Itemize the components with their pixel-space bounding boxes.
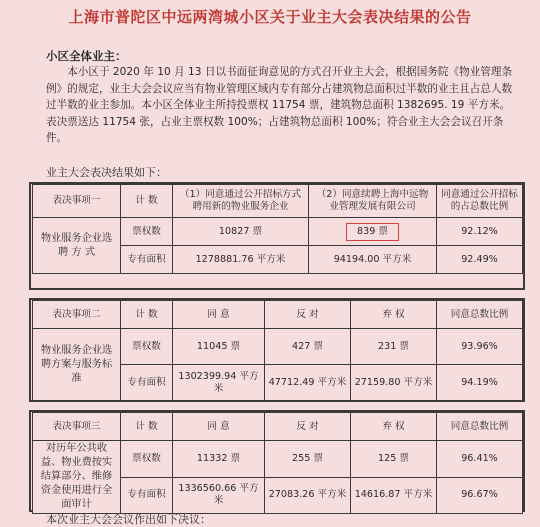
- table1-row2-ratio: 92.49%: [437, 246, 523, 274]
- table2-row1-abstain: 231 票: [351, 329, 437, 365]
- table3-row1-label: 票权数: [121, 441, 173, 478]
- table3-row1-abstain: 125 票: [351, 441, 437, 478]
- table2-row1-agree: 11045 票: [173, 329, 265, 365]
- table3-row1-agree: 11332 票: [173, 441, 265, 478]
- salutation: 小区全体业主：: [46, 49, 127, 63]
- table1-row1-b-cell: [309, 218, 437, 246]
- table3-header-row: [33, 413, 523, 441]
- table1-col-a: （1）同意通过公开招标方式聘用新的物业服务企业: [173, 185, 309, 218]
- table1-row1-ratio: 92.12%: [437, 218, 523, 246]
- table1-col-ratio: 同意通过公开招标的占总数比例: [437, 185, 523, 218]
- table2-item-name: 物业服务企业选聘方案与服务标准: [33, 329, 121, 401]
- vote-table-3: [32, 412, 523, 514]
- table2-row1-oppose: 427 票: [265, 329, 351, 365]
- notice-paragraph: 本小区于 2020 年 10 月 13 日以书面征询意见的方式召开业主大会，根据国务院《物业管理条例》的规定，业主大会会议应当有物业管理区域内专有部分占建筑物总面积过半数的业主且占总人数过半数的业主参加。本小区全体业主所持投票权 11754 票，建筑物总面积 1382695. 19 平方米。表决票送达 11754 张，占业主票权数 100%；占建筑物总面积 100%；符合业主大会会议召开条件。: [46, 66, 513, 144]
- notice-title: 上海市普陀区中远两湾城小区关于业主大会表决结果的公告: [68, 8, 472, 26]
- table1-item-name: 物业服务企业选 聘 方 式: [33, 218, 121, 274]
- table3-count-label: 计 数: [121, 413, 173, 441]
- table1-header-row: [33, 185, 523, 218]
- table2-row2-label: 专有面积: [121, 365, 173, 401]
- table2-count-label: 计 数: [121, 301, 173, 329]
- table1-row1-label: 票权数: [121, 218, 173, 246]
- table3-row2-ratio: 96.67%: [437, 477, 523, 514]
- table-row: [33, 329, 523, 365]
- table-row: [33, 441, 523, 478]
- table1-row2-b: 94194.00 平方米: [309, 246, 437, 274]
- table1-col-b: （2）同意续聘上海中远物业管理发展有限公司: [309, 185, 437, 218]
- table3-row2-abstain: 14616.87 平方米: [351, 477, 437, 514]
- table2-row1-ratio: 93.96%: [437, 329, 523, 365]
- table2-item-label: 表决事项二: [33, 301, 121, 329]
- table2-header-row: [33, 301, 523, 329]
- table3-row1-oppose: 255 票: [265, 441, 351, 478]
- table3-row2-agree: 1336560.66 平方米: [173, 477, 265, 514]
- table1-row1-a: 10827 票: [173, 218, 309, 246]
- table2-abstain-label: 弃 权: [351, 301, 437, 329]
- summary-lead: 业主大会表决结果如下：: [46, 166, 167, 179]
- table2-ratio-label: 同意总数比例: [437, 301, 523, 329]
- table3-agree-label: 同 意: [173, 413, 265, 441]
- table3-item-name: 对历年公共收益、物业费按实结算部分、维修资金使用进行全面审计: [33, 441, 121, 514]
- table3-row2-label: 专有面积: [121, 477, 173, 514]
- vote-table-1: [32, 184, 523, 274]
- footer-line: 本次业主大会会议作出如下决议：: [46, 513, 211, 526]
- table2-row1-label: 票权数: [121, 329, 173, 365]
- table1-row2-a: 1278881.76 平方米: [173, 246, 309, 274]
- table1-row1-b: 839 票: [346, 223, 399, 241]
- table1-item-label: 表决事项一: [33, 185, 121, 218]
- table3-item-label: 表决事项三: [33, 413, 121, 441]
- table2-oppose-label: 反 对: [265, 301, 351, 329]
- table1-count-label: 计 数: [121, 185, 173, 218]
- table3-oppose-label: 反 对: [265, 413, 351, 441]
- table3-abstain-label: 弃 权: [351, 413, 437, 441]
- table-row: [33, 218, 523, 246]
- table2-row2-oppose: 47712.49 平方米: [265, 365, 351, 401]
- table2-row2-agree: 1302399.94 平方米: [173, 365, 265, 401]
- table2-agree-label: 同 意: [173, 301, 265, 329]
- table1-row2-label: 专有面积: [121, 246, 173, 274]
- table3-ratio-label: 同意总数比例: [437, 413, 523, 441]
- table3-row2-oppose: 27083.26 平方米: [265, 477, 351, 514]
- table2-row2-abstain: 27159.80 平方米: [351, 365, 437, 401]
- vote-table-2: [32, 300, 523, 401]
- table3-row1-ratio: 96.41%: [437, 441, 523, 478]
- table2-row2-ratio: 94.19%: [437, 365, 523, 401]
